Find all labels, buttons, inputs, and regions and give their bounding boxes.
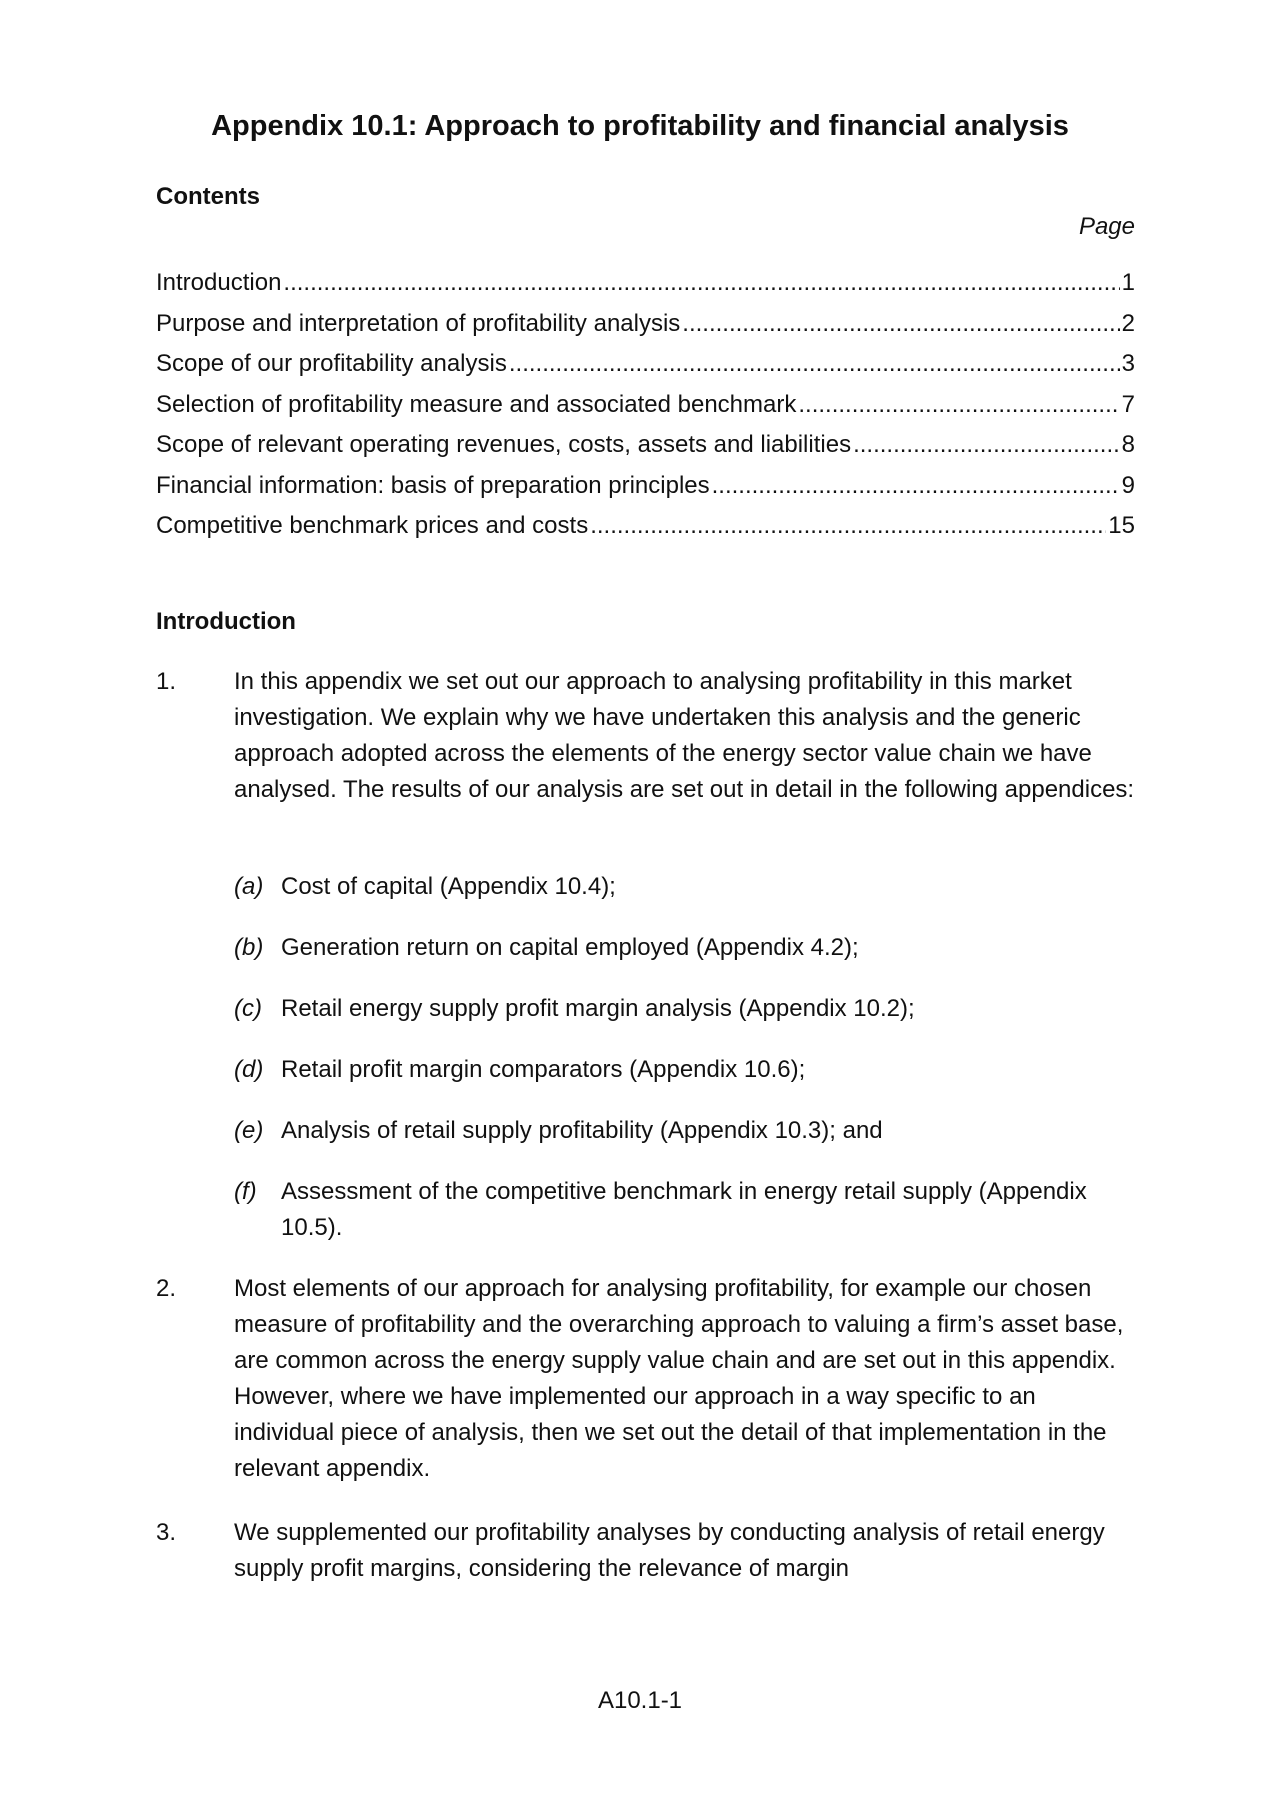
list-item-label: (e) bbox=[234, 1117, 264, 1144]
toc-entry-competitive-benchmark[interactable] bbox=[156, 509, 1135, 550]
paragraph-2 bbox=[156, 1271, 1135, 1487]
list-item-f bbox=[234, 1174, 1134, 1246]
toc-dot-leader bbox=[712, 469, 1120, 503]
paragraph-text: Most elements of our approach for analysing profitability, for example our chosen measure of profitability and the overarching approach to valuing a firm’s asset base, are common across the energy supply value chain and are set out in this appendix. However, where we have implemented our approach in a way specific to an individual piece of analysis, then we set out the detail of that implementation in the relevant appendix. bbox=[234, 1275, 1124, 1482]
toc-dot-leader bbox=[509, 347, 1120, 381]
toc-entry-title: Competitive benchmark prices and costs bbox=[156, 512, 589, 539]
list-item-text: Retail energy supply profit margin analysis (Appendix 10.2); bbox=[281, 995, 915, 1022]
paragraph-number: 2. bbox=[156, 1275, 177, 1302]
list-item-c bbox=[234, 991, 1134, 1027]
toc-entry-introduction[interactable] bbox=[156, 266, 1135, 307]
toc-entry-page: 1 bbox=[1121, 269, 1135, 296]
list-item-label: (c) bbox=[234, 995, 262, 1022]
toc-entry-page: 2 bbox=[1121, 309, 1135, 337]
list-item-label: (a) bbox=[234, 873, 264, 900]
list-item-text: Retail profit margin comparators (Appendix 10.6); bbox=[281, 1056, 806, 1083]
page-title: Appendix 10.1: Approach to profitability and financial analysis bbox=[211, 110, 1069, 142]
list-item-a bbox=[234, 869, 1134, 905]
list-item-text: Assessment of the competitive benchmark in energy retail supply (Appendix 10.5). bbox=[281, 1178, 1087, 1241]
toc-dot-leader bbox=[283, 266, 1119, 300]
toc-dot-leader bbox=[798, 388, 1119, 422]
toc-entry-financial-information[interactable] bbox=[156, 469, 1135, 510]
footer-page-number: A10.1-1 bbox=[597, 1687, 683, 1714]
toc-entry-operating-scope[interactable] bbox=[156, 428, 1135, 469]
list-item-e bbox=[234, 1113, 1134, 1149]
paragraph-3 bbox=[156, 1515, 1135, 1587]
toc-entry-page: 15 bbox=[1108, 512, 1135, 539]
toc-page-column-label: Page bbox=[1078, 213, 1135, 240]
list-item-label: (d) bbox=[234, 1056, 264, 1083]
toc-entry-scope[interactable] bbox=[156, 347, 1135, 388]
toc-entry-page: 9 bbox=[1121, 471, 1135, 499]
paragraph-1 bbox=[156, 664, 1135, 808]
toc-entry-title: Scope of relevant operating revenues, costs, assets and liabilities bbox=[156, 431, 852, 458]
paragraph-number: 3. bbox=[156, 1519, 177, 1546]
list-item-label: (b) bbox=[234, 934, 264, 961]
toc-dot-leader bbox=[590, 509, 1106, 543]
toc-entry-title: Purpose and interpretation of profitability analysis bbox=[156, 309, 681, 337]
toc-entry-page: 8 bbox=[1121, 431, 1135, 458]
paragraph-text: We supplemented our profitability analyses by conducting analysis of retail energy supply profit margins, considering the relevance of margin bbox=[234, 1519, 1105, 1582]
contents-heading: Contents bbox=[156, 183, 260, 210]
toc-entry-title: Selection of profitability measure and associated benchmark bbox=[156, 390, 797, 418]
toc-dot-leader bbox=[682, 307, 1119, 341]
list-item-d bbox=[234, 1052, 1134, 1088]
table-of-contents bbox=[156, 266, 1135, 550]
toc-entry-page: 3 bbox=[1121, 350, 1135, 377]
toc-entry-page: 7 bbox=[1121, 390, 1135, 418]
toc-entry-title: Scope of our profitability analysis bbox=[156, 350, 507, 377]
paragraph-number: 1. bbox=[156, 668, 177, 695]
list-item-text: Cost of capital (Appendix 10.4); bbox=[281, 873, 616, 900]
toc-dot-leader bbox=[853, 428, 1120, 462]
section-heading-introduction: Introduction bbox=[156, 608, 296, 635]
toc-entry-selection[interactable] bbox=[156, 388, 1135, 429]
toc-entry-title: Financial information: basis of preparation principles bbox=[156, 471, 710, 499]
list-item-label: (f) bbox=[234, 1178, 257, 1205]
paragraph-text: In this appendix we set out our approach to analysing profitability in this market investigation. We explain why we have undertaken this analysis and the generic approach adopted across the elements of the energy sector value chain we have analysed. The results of our analysis are set out in detail in the following appendices: bbox=[234, 668, 1135, 803]
list-item-text: Analysis of retail supply profitability (Appendix 10.3); and bbox=[281, 1117, 883, 1144]
toc-entry-title: Introduction bbox=[156, 269, 282, 296]
toc-entry-purpose[interactable] bbox=[156, 307, 1135, 348]
list-item-text: Generation return on capital employed (Appendix 4.2); bbox=[281, 934, 859, 961]
list-item-b bbox=[234, 930, 1134, 966]
